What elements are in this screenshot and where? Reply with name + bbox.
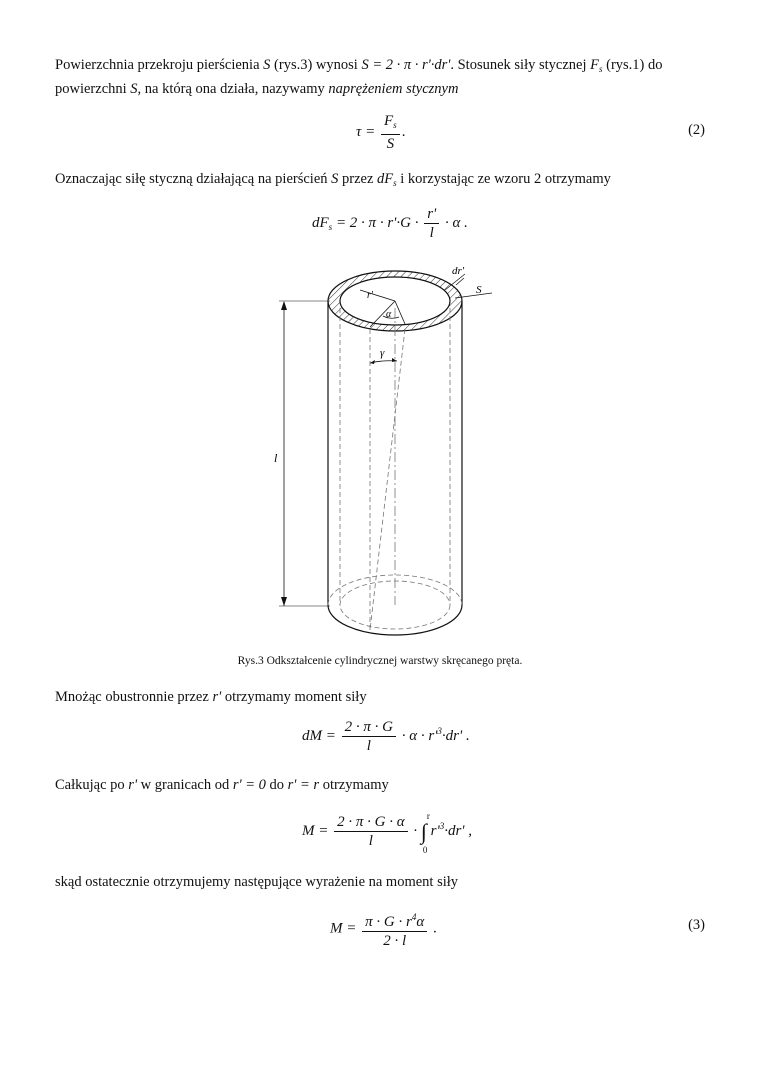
label-r: r' (367, 290, 374, 301)
equation-shear-stress: τ = $\frac{F_s}{S}$ . (356, 113, 406, 152)
equation-number-3: (3) (688, 917, 705, 933)
equation-M-integral: M = $\frac{2 \cdot \pi \cdot G \cdot \alpha}{l}$ · ∫ r 0 $r'^3\cdot dr'$ , (302, 810, 472, 855)
equation-number-2: (2) (688, 122, 705, 138)
label-l: l (274, 451, 278, 465)
paragraph-ring-force: Oznaczając siłę styczną działającą na pierścień S przez $dF_s$ i korzystając ze wzoru 2 otrzymamy (55, 171, 611, 188)
equation-moment: M = $\frac{\pi \cdot G \cdot r^4\alpha}{2 \cdot l}$ . (330, 908, 437, 950)
generatrix-twisted (370, 329, 405, 630)
label-alpha: α (386, 309, 392, 320)
bottom-front-arc (328, 605, 462, 635)
equation-dF: $dF_s = 2 \cdot \pi \cdot r'\cdot G$ · $\frac{r'}{l}$ · α . (312, 206, 468, 241)
figure-caption: Rys.3 Odkształcenie cylindrycznej warstwy skręcanego pręta. (237, 655, 523, 667)
label-S: S (476, 284, 482, 296)
paragraph-ring-area: Powierzchnia przekroju pierścienia S (rys.3) wynosi S = 2 · π · r'·dr'. Stosunek siły stycznej $F_s$ (rys.1) do powierzchni S, na którą ona działa, nazywamy naprężeniem stycznym (55, 57, 663, 97)
label-gamma: γ (380, 347, 385, 359)
paragraph-integrate: Całkując po r' w granicach od r' = 0 do r' = r otrzymamy (55, 777, 389, 793)
paragraph-final: skąd ostatecznie otrzymujemy następujące wyrażenie na moment siły (55, 874, 459, 890)
paragraph-multiply: Mnożąc obustronnie przez r' otrzymamy moment siły (55, 689, 367, 705)
term-shear-stress: naprężeniem stycznym (328, 81, 459, 97)
equation-dM: dM = $\frac{2 \cdot \pi \cdot G}{l}$ · $\alpha \cdot r'^3\cdot dr'$ . (302, 719, 470, 754)
cylinder-figure (0, 260, 760, 650)
label-dr: dr' (452, 265, 465, 277)
integral-sign: ∫ r 0 (420, 810, 430, 855)
